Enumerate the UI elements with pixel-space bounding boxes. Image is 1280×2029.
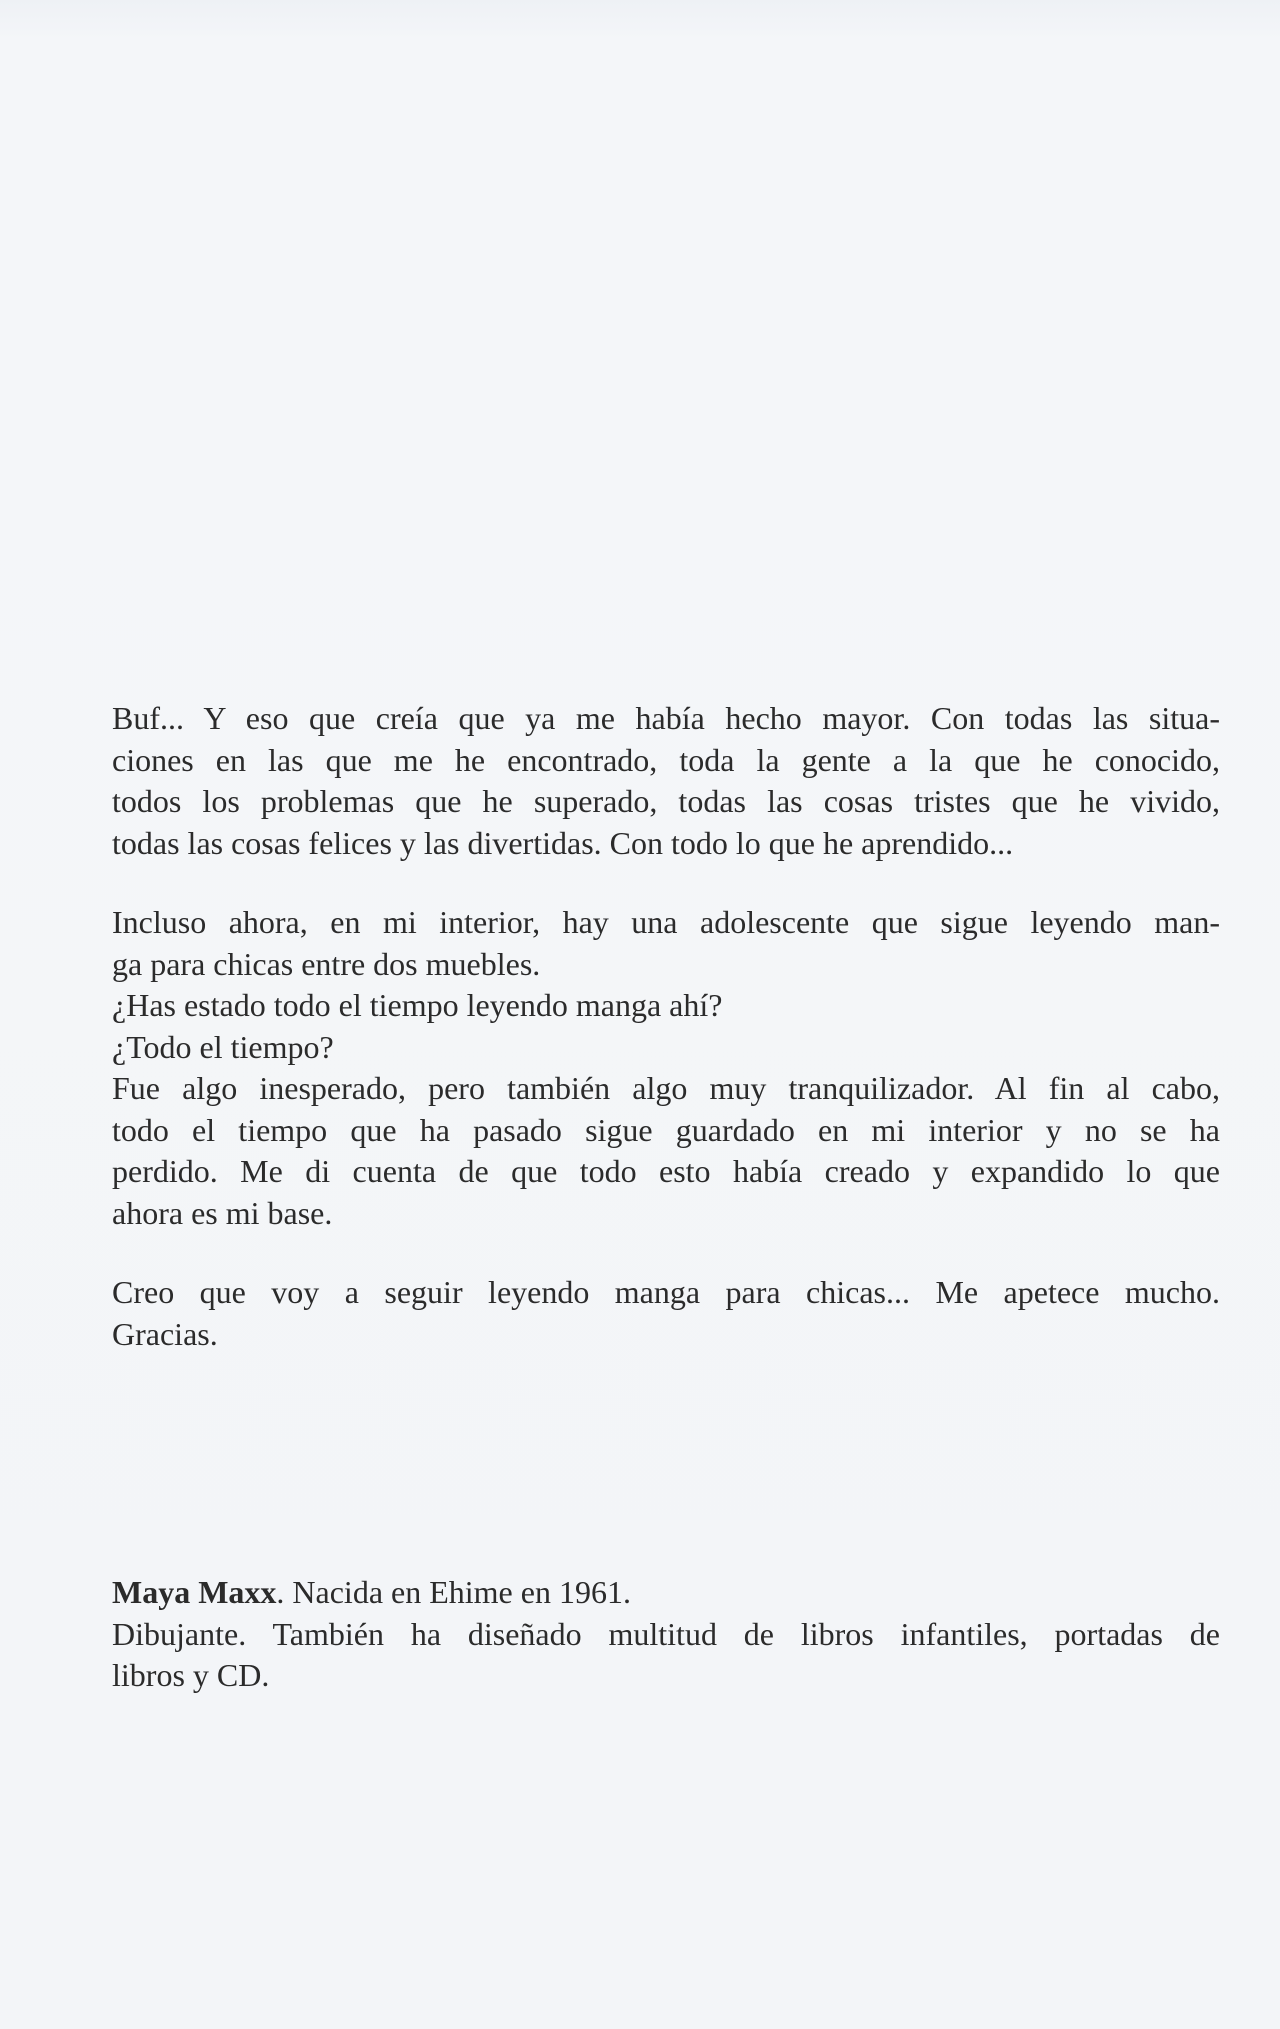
text-line: ga para chicas entre dos muebles. — [112, 945, 541, 982]
author-bio — [112, 1572, 1220, 1697]
paragraph-3 — [112, 1272, 1220, 1355]
text-line: Fue algo inesperado, pero también algo muy tranquilizador. Al fin al cabo, — [112, 1070, 1220, 1106]
text-line: Gracias. — [112, 1315, 218, 1352]
main-text — [112, 698, 1220, 1355]
author-name: Maya Maxx — [112, 1574, 277, 1610]
bio-line-2: Dibujante. También ha diseñado multitud de libros infantiles, portadas de — [112, 1615, 1220, 1652]
bio-line-1 — [112, 1572, 1220, 1614]
text-line: ¿Has estado todo el tiempo leyendo manga ahí? — [112, 987, 723, 1023]
paragraph-spacer — [112, 864, 1220, 902]
text-line: ahora es mi base. — [112, 1194, 333, 1231]
bio-birth-info: . Nacida en Ehime en 1961. — [276, 1574, 631, 1610]
bio-paragraph — [112, 1572, 1220, 1697]
text-line: Buf... Y eso que creía que ya me había hecho mayor. Con todas las situa- — [112, 700, 1220, 736]
paragraph-1 — [112, 698, 1220, 864]
paragraph-2 — [112, 902, 1220, 1234]
text-line: todas las cosas felices y las divertidas. Con todo lo que he aprendido... — [112, 824, 1014, 861]
text-line: Creo que voy a seguir leyendo manga para chicas... Me apetece mucho. — [112, 1274, 1220, 1310]
text-line: todos los problemas que he superado, todas las cosas tristes que he vivido, — [112, 783, 1220, 819]
text-line: ¿Todo el tiempo? — [112, 1028, 334, 1065]
paragraph-spacer — [112, 1234, 1220, 1272]
text-line: ciones en las que me he encontrado, toda la gente a la que he conocido, — [112, 741, 1220, 778]
text-line: Incluso ahora, en mi interior, hay una adolescente que sigue leyendo man- — [112, 904, 1220, 940]
text-line: perdido. Me di cuenta de que todo esto había creado y expandido lo que — [112, 1153, 1220, 1189]
bio-line-3: libros y CD. — [112, 1657, 270, 1693]
text-line: todo el tiempo que ha pasado sigue guardado en mi interior y no se ha — [112, 1111, 1220, 1148]
